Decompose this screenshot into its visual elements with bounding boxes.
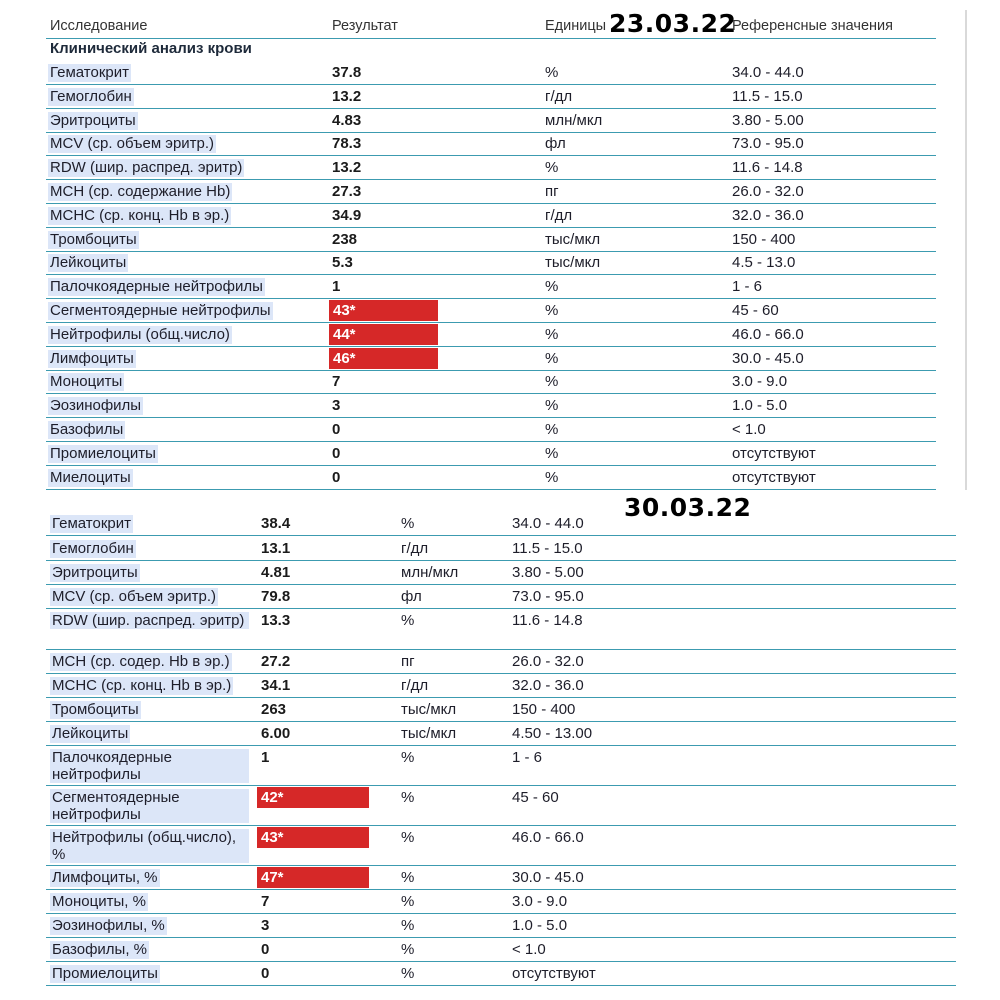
test-name: Миелоциты	[50, 469, 131, 486]
reference-range: 3.0 - 9.0	[732, 373, 788, 390]
row-divider	[46, 535, 956, 536]
result-value-flagged: 44*	[329, 324, 438, 345]
reference-range: 11.5 - 15.0	[732, 88, 803, 105]
result-value: 34.9	[332, 207, 362, 224]
reference-range: отсутствуют	[732, 469, 816, 486]
unit: %	[545, 159, 559, 176]
unit: г/дл	[401, 677, 429, 694]
result-value: 34.1	[261, 677, 291, 694]
row-divider	[46, 179, 936, 180]
reference-range: 11.5 - 15.0	[512, 540, 583, 557]
row-divider	[46, 889, 956, 890]
test-name: RDW (шир. распред. эритр)	[50, 612, 249, 629]
result-value: 0	[261, 965, 270, 982]
reference-range: 73.0 - 95.0	[732, 135, 804, 152]
result-value: 37.8	[332, 64, 362, 81]
result-value-flagged: 42*	[257, 787, 369, 808]
panel-border	[965, 10, 967, 490]
unit: фл	[545, 135, 566, 152]
test-name: Нейтрофилы (общ.число), %	[50, 829, 249, 863]
reference-range: 3.80 - 5.00	[732, 112, 804, 129]
test-name: Лимфоциты, %	[52, 869, 158, 886]
result-value: 6.00	[261, 725, 291, 742]
row-divider	[46, 560, 956, 561]
row-divider	[46, 155, 936, 156]
row-divider	[46, 108, 936, 109]
result-value: 5.3	[332, 254, 353, 271]
test-name: Моноциты, %	[52, 893, 146, 910]
result-value: 78.3	[332, 135, 362, 152]
header-result: Результат	[332, 18, 398, 34]
row-divider	[46, 608, 956, 609]
test-name: RDW (шир. распред. эритр)	[50, 159, 243, 176]
result-value: 0	[332, 469, 341, 486]
test-name: Базофилы, %	[52, 941, 147, 958]
test-name: Лейкоциты	[52, 725, 129, 742]
test-name: Эритроциты	[50, 112, 136, 129]
test-name: MCHC (ср. конц. Hb в эр.)	[52, 677, 232, 694]
test-name: Промиелоциты	[52, 965, 158, 982]
row-divider	[46, 673, 956, 674]
test-name: Эозинофилы	[50, 397, 142, 414]
row-divider	[46, 203, 936, 204]
header-divider	[46, 38, 936, 39]
unit: тыс/мкл	[401, 725, 457, 742]
unit: г/дл	[401, 540, 429, 557]
result-value: 0	[332, 421, 341, 438]
result-value: 27.3	[332, 183, 362, 200]
reference-range: 3.80 - 5.00	[512, 564, 584, 581]
header-study: Исследование	[50, 18, 148, 34]
row-divider	[46, 649, 956, 650]
result-value: 1	[261, 749, 270, 766]
test-name: Нейтрофилы (общ.число)	[50, 326, 230, 343]
reference-range: 32.0 - 36.0	[732, 207, 804, 224]
reference-range: 1.0 - 5.0	[732, 397, 788, 414]
row-divider	[46, 322, 936, 323]
header-reference: Референсные значения	[732, 18, 893, 34]
row-divider	[46, 132, 936, 133]
row-divider	[46, 825, 956, 826]
unit: %	[401, 612, 415, 629]
row-divider	[46, 721, 956, 722]
reference-range: 30.0 - 45.0	[732, 350, 804, 367]
reference-range: 73.0 - 95.0	[512, 588, 584, 605]
result-value: 4.81	[261, 564, 291, 581]
reference-range: 4.5 - 13.0	[732, 254, 796, 271]
unit: %	[401, 749, 415, 766]
row-divider	[46, 227, 936, 228]
test-name: Базофилы	[50, 421, 124, 438]
result-value: 13.1	[261, 540, 291, 557]
unit: г/дл	[545, 88, 573, 105]
result-value: 27.2	[261, 653, 291, 670]
row-divider	[46, 251, 936, 252]
result-value: 7	[332, 373, 341, 390]
unit: %	[401, 965, 415, 982]
test-name: MCH (ср. содер. Hb в эр.)	[52, 653, 230, 670]
reference-range: 26.0 - 32.0	[512, 653, 584, 670]
result-value: 1	[332, 278, 341, 295]
unit: %	[545, 326, 559, 343]
row-divider	[46, 465, 936, 466]
unit: г/дл	[545, 207, 573, 224]
reference-range: 150 - 400	[512, 701, 576, 718]
test-name: Гемоглобин	[52, 540, 134, 557]
unit: %	[401, 789, 415, 806]
result-value: 13.2	[332, 88, 362, 105]
reference-range: < 1.0	[512, 941, 546, 958]
result-value: 3	[332, 397, 341, 414]
test-name: MCV (ср. объем эритр.)	[50, 135, 215, 152]
result-value-flagged: 43*	[329, 300, 438, 321]
unit: %	[545, 373, 559, 390]
unit: млн/мкл	[545, 112, 603, 129]
reference-range: 30.0 - 45.0	[512, 869, 584, 886]
test-name: Тромбоциты	[52, 701, 139, 718]
unit: %	[401, 941, 415, 958]
reference-range: 1 - 6	[732, 278, 763, 295]
result-value: 0	[261, 941, 270, 958]
unit: %	[545, 350, 559, 367]
test-name: Эритроциты	[52, 564, 138, 581]
row-divider	[46, 274, 936, 275]
date-label-top: 23.03.22	[609, 9, 737, 38]
result-value: 3	[261, 917, 270, 934]
unit: %	[401, 917, 415, 934]
result-value: 4.83	[332, 112, 362, 129]
row-divider	[46, 697, 956, 698]
result-value: 79.8	[261, 588, 291, 605]
unit: %	[545, 397, 559, 414]
unit: %	[401, 893, 415, 910]
result-value-flagged: 47*	[257, 867, 369, 888]
reference-range: 4.50 - 13.00	[512, 725, 593, 742]
unit: пг	[545, 183, 559, 200]
reference-range: 46.0 - 66.0	[512, 829, 584, 846]
result-value: 13.3	[261, 612, 291, 629]
result-value: 0	[332, 445, 341, 462]
result-value-flagged: 43*	[257, 827, 369, 848]
unit: %	[545, 278, 559, 295]
date-label-bottom: 30.03.22	[624, 493, 752, 522]
unit: %	[401, 869, 415, 886]
row-divider	[46, 937, 956, 938]
test-name: Эозинофилы, %	[52, 917, 165, 934]
unit: %	[545, 421, 559, 438]
test-name: Палочкоядерные нейтрофилы	[50, 749, 249, 783]
unit: тыс/мкл	[545, 231, 601, 248]
unit: %	[545, 445, 559, 462]
unit: тыс/мкл	[545, 254, 601, 271]
test-name: Гемоглобин	[50, 88, 132, 105]
unit: млн/мкл	[401, 564, 459, 581]
reference-range: 46.0 - 66.0	[732, 326, 804, 343]
row-divider	[46, 298, 936, 299]
test-name: Палочкоядерные нейтрофилы	[50, 278, 263, 295]
reference-range: 11.6 - 14.8	[732, 159, 803, 176]
reference-range: 1.0 - 5.0	[512, 917, 568, 934]
row-divider	[46, 985, 956, 986]
reference-range: 32.0 - 36.0	[512, 677, 584, 694]
unit: %	[545, 302, 559, 319]
row-divider	[46, 961, 956, 962]
row-divider	[46, 441, 936, 442]
unit: %	[401, 515, 415, 532]
test-name: Тромбоциты	[50, 231, 137, 248]
row-divider	[46, 913, 956, 914]
reference-range: 26.0 - 32.0	[732, 183, 804, 200]
row-divider	[46, 84, 936, 85]
test-name: MCV (ср. объем эритр.)	[52, 588, 217, 605]
row-divider	[46, 346, 936, 347]
row-divider	[46, 785, 956, 786]
test-name: Гематокрит	[50, 64, 129, 81]
reference-range: отсутствуют	[732, 445, 816, 462]
reference-range: 3.0 - 9.0	[512, 893, 568, 910]
row-divider	[46, 370, 936, 371]
result-value: 238	[332, 231, 358, 248]
reference-range: 34.0 - 44.0	[512, 515, 584, 532]
reference-range: 1 - 6	[512, 749, 543, 766]
unit: пг	[401, 653, 415, 670]
result-value: 38.4	[261, 515, 291, 532]
test-name: Моноциты	[50, 373, 123, 390]
result-value: 263	[261, 701, 287, 718]
unit: %	[545, 64, 559, 81]
row-divider	[46, 393, 936, 394]
result-value: 13.2	[332, 159, 362, 176]
reference-range: 45 - 60	[512, 789, 559, 806]
test-name: Промиелоциты	[50, 445, 156, 462]
unit: фл	[401, 588, 422, 605]
reference-range: 45 - 60	[732, 302, 779, 319]
result-value-flagged: 46*	[329, 348, 438, 369]
test-name: MCHC (ср. конц. Hb в эр.)	[50, 207, 230, 224]
test-name: Сегментоядерные нейтрофилы	[50, 302, 271, 319]
reference-range: отсутствуют	[512, 965, 596, 982]
reference-range: 11.6 - 14.8	[512, 612, 583, 629]
test-name: MCH (ср. содержание Hb)	[50, 183, 231, 200]
unit: тыс/мкл	[401, 701, 457, 718]
test-name: Лимфоциты	[50, 350, 134, 367]
row-divider	[46, 584, 956, 585]
row-divider	[46, 745, 956, 746]
header-units: Единицы	[545, 18, 607, 34]
section-title: Клинический анализ крови	[50, 40, 252, 57]
result-value: 7	[261, 893, 270, 910]
unit: %	[545, 469, 559, 486]
reference-range: 150 - 400	[732, 231, 796, 248]
test-name: Сегментоядерные нейтрофилы	[50, 789, 249, 823]
unit: %	[401, 829, 415, 846]
test-name: Гематокрит	[52, 515, 131, 532]
reference-range: < 1.0	[732, 421, 766, 438]
row-divider	[46, 865, 956, 866]
row-divider	[46, 489, 936, 490]
reference-range: 34.0 - 44.0	[732, 64, 804, 81]
row-divider	[46, 417, 936, 418]
test-name: Лейкоциты	[50, 254, 127, 271]
